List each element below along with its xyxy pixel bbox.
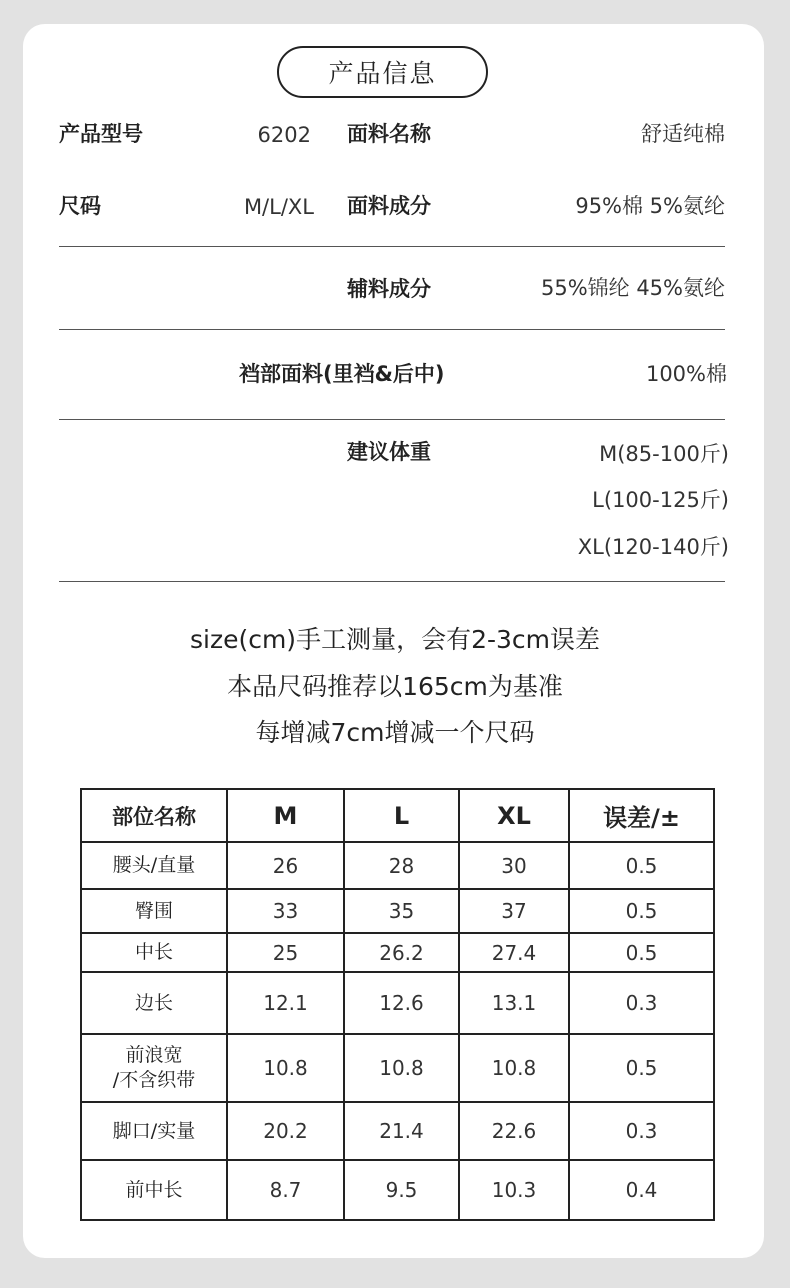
fabric-name-label: 面料名称 — [347, 122, 431, 146]
divider — [59, 581, 725, 582]
model-label: 产品型号 — [59, 122, 143, 146]
cell-l: 26.2 — [344, 933, 459, 972]
cell-m: 12.1 — [227, 972, 344, 1034]
cell-m: 8.7 — [227, 1160, 344, 1220]
cell-l: 12.6 — [344, 972, 459, 1034]
cell-m: 33 — [227, 889, 344, 933]
crotch-label: 裆部面料(里裆&后中) — [239, 362, 445, 386]
table-row — [81, 933, 714, 972]
size-label: 尺码 — [59, 194, 101, 218]
cell-tolerance: 0.5 — [569, 842, 714, 889]
table-row — [81, 1034, 714, 1102]
size-basis-note: 本品尺码推荐以165cm为基准 — [227, 672, 563, 701]
row-part-line1: 前浪宽 — [125, 1044, 183, 1067]
cell-tolerance: 0.3 — [569, 972, 714, 1034]
fabric-comp-value: 95%棉 5%氨纶 — [575, 194, 725, 218]
cell-m: 10.8 — [227, 1034, 344, 1102]
size-value: M/L/XL — [243, 195, 314, 219]
weight-value-xl: XL(120-140斤) — [577, 535, 729, 559]
col-header-m: M — [227, 789, 344, 842]
cell-tolerance: 0.5 — [569, 889, 714, 933]
row-part-line2: /不含织带 — [112, 1069, 196, 1091]
col-header-xl: XL — [459, 789, 569, 842]
fabric-comp-label: 面料成分 — [347, 194, 431, 218]
col-header-l: L — [344, 789, 459, 842]
cell-tolerance: 0.4 — [569, 1160, 714, 1220]
cell-m: 26 — [227, 842, 344, 889]
cell-xl: 30 — [459, 842, 569, 889]
size-table — [80, 788, 715, 1221]
col-header-tolerance: 误差/± — [569, 789, 714, 842]
weight-label: 建议体重 — [347, 440, 431, 464]
divider — [59, 246, 725, 247]
cell-l: 9.5 — [344, 1160, 459, 1220]
section-title: 产品信息 — [328, 59, 437, 88]
row-part: 臀围 — [81, 889, 227, 933]
table-row — [81, 1102, 714, 1160]
cell-l: 35 — [344, 889, 459, 933]
cell-tolerance: 0.5 — [569, 1034, 714, 1102]
aux-comp-value: 55%锦纶 45%氨纶 — [540, 276, 725, 300]
model-value: 6202 — [257, 123, 311, 147]
table-row — [81, 842, 714, 889]
table-row — [81, 1160, 714, 1220]
crotch-value: 100%棉 — [645, 362, 727, 386]
divider — [59, 419, 725, 420]
row-part: 中长 — [81, 933, 227, 972]
aux-comp-label: 辅料成分 — [347, 277, 431, 301]
col-header-part: 部位名称 — [81, 789, 227, 842]
table-header-row — [81, 789, 714, 842]
measurement-note: size(cm)手工测量，会有2-3cm误差 — [189, 625, 600, 654]
cell-xl: 22.6 — [459, 1102, 569, 1160]
fabric-name-value: 舒适纯棉 — [641, 122, 725, 146]
row-part: 前中长 — [81, 1160, 227, 1220]
row-part: 腰头/直量 — [81, 842, 227, 889]
cell-l: 21.4 — [344, 1102, 459, 1160]
cell-m: 20.2 — [227, 1102, 344, 1160]
cell-xl: 37 — [459, 889, 569, 933]
row-part — [81, 1034, 227, 1102]
size-step-note: 每增减7cm增减一个尺码 — [255, 718, 535, 747]
cell-xl: 27.4 — [459, 933, 569, 972]
cell-xl: 10.3 — [459, 1160, 569, 1220]
cell-l: 10.8 — [344, 1034, 459, 1102]
row-part: 脚口/实量 — [81, 1102, 227, 1160]
cell-tolerance: 0.3 — [569, 1102, 714, 1160]
table-row — [81, 889, 714, 933]
weight-value-m: M(85-100斤) — [599, 442, 729, 466]
cell-xl: 13.1 — [459, 972, 569, 1034]
row-part: 边长 — [81, 972, 227, 1034]
table-row — [81, 972, 714, 1034]
cell-xl: 10.8 — [459, 1034, 569, 1102]
weight-value-l: L(100-125斤) — [592, 488, 729, 512]
section-title-pill — [277, 46, 488, 98]
cell-l: 28 — [344, 842, 459, 889]
divider — [59, 329, 725, 330]
cell-m: 25 — [227, 933, 344, 972]
cell-tolerance: 0.5 — [569, 933, 714, 972]
